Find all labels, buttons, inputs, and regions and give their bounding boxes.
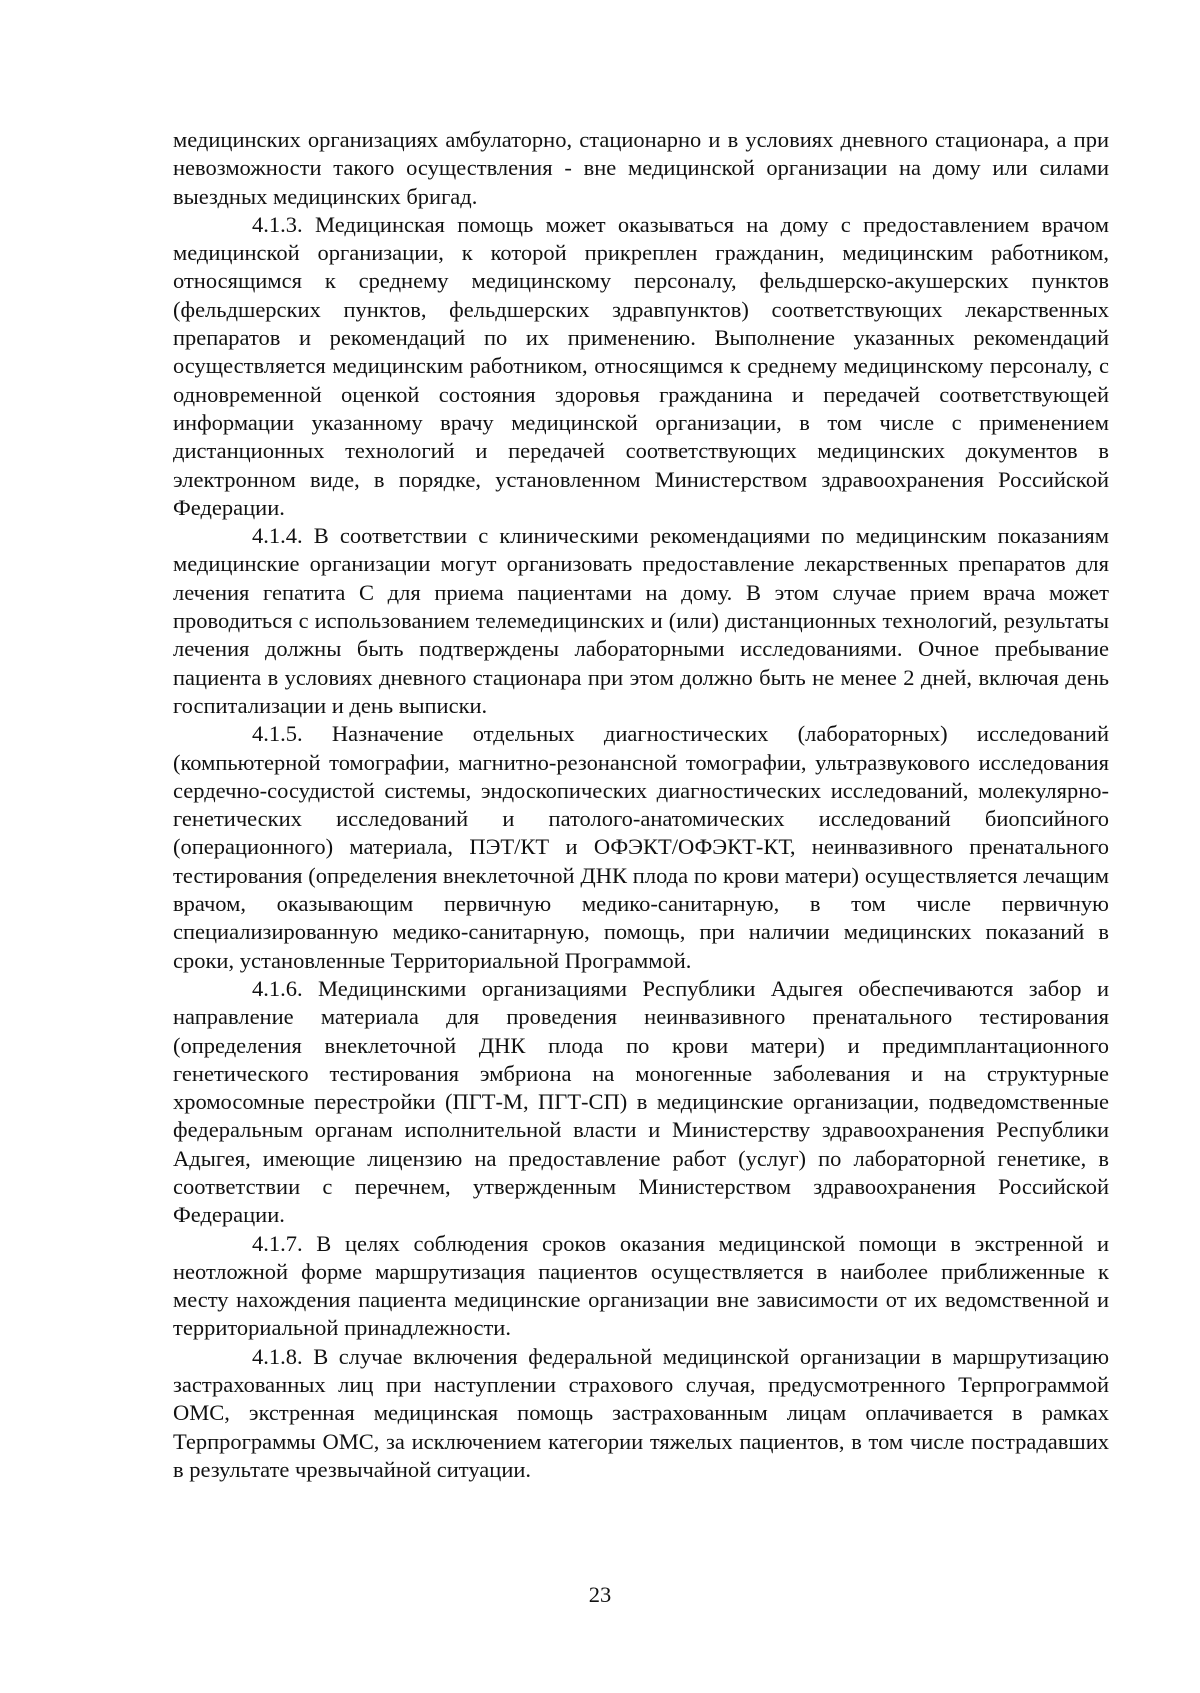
- paragraph-4-1-7: 4.1.7. В целях соблюдения сроков оказания медицинской помощи в экстренной и неотложной форме маршрутизация пациентов осуществляется в наиболее приближенные к месту нахождения пациента медицинские организации вне зависимости от их ведомственной и территориальной принадлежности.: [173, 1230, 1109, 1341]
- paragraph-4-1-3: 4.1.3. Медицинская помощь может оказываться на дому с предоставлением врачом медицинской организации, к которой прикреплен гражданин, медицинским работником, относящимся к среднему медицинскому персоналу, фельдшерско-акушерских пунктов (фельдшерских пунктов, фельдшерских здравпунктов) соответствующих лекарственных препаратов и рекомендаций по их применению. Выполнение указанных рекомендаций осуществляется медицинским работником, относящимся к среднему медицинскому персоналу, с одновременной оценкой состояния здоровья гражданина и передачей соответствующей информации указанному врачу медицинской организации, в том числе с применением дистанционных технологий и передачей соответствующих медицинских документов в электронном виде, в порядке, установленном Министерством здравоохранения Российской Федерации.: [173, 211, 1109, 520]
- paragraph-4-1-6: 4.1.6. Медицинскими организациями Республики Адыгея обеспечиваются забор и направление материала для проведения неинвазивного пренатального тестирования (определения внеклеточной ДНК плода по крови матери) и предимплантационного генетического тестирования эмбриона на моногенные заболевания и на структурные хромосомные перестройки (ПГТ-М, ПГТ-СП) в медицинские организации, подведомственные федеральным органам исполнительной власти и Министерству здравоохранения Республики Адыгея, имеющие лицензию на предоставление работ (услуг) по лабораторной генетике, в соответствии с перечнем, утвержденным Министерством здравоохранения Российской Федерации.: [173, 975, 1109, 1228]
- paragraph-continuation: медицинских организациях амбулаторно, стационарно и в условиях дневного стационара, а при невозможности такого осуществления - вне медицинской организации на дому или силами выездных медицинских бригад.: [173, 127, 1109, 209]
- document-body: [173, 126, 1109, 1484]
- page-number: 23: [588, 1582, 612, 1607]
- paragraph-4-1-5: 4.1.5. Назначение отдельных диагностических (лабораторных) исследований (компьютерной томографии, магнитно-резонансной томографии, ультразвукового исследования сердечно-сосудистой системы, эндоскопических диагностических исследований, молекулярно-генетических исследований и патолого-анатомических исследований биопсийного (операционного) материала, ПЭТ/КТ и ОФЭКТ/ОФЭКТ-КТ, неинвазивного пренатального тестирования (определения внеклеточной ДНК плода по крови матери) осуществляется лечащим врачом, оказывающим первичную медико-санитарную, в том числе первичную специализированную медико-санитарную, помощь, при наличии медицинских показаний в сроки, установленные Территориальной Программой.: [173, 721, 1109, 973]
- paragraph-4-1-4: 4.1.4. В соответствии с клиническими рекомендациями по медицинским показаниям медицинские организации могут организовать предоставление лекарственных препаратов для лечения гепатита С для приема пациентами на дому. В этом случае прием врача может проводиться с использованием телемедицинских и (или) дистанционных технологий, результаты лечения должны быть подтверждены лабораторными исследованиями. Очное пребывание пациента в условиях дневного стационара при этом должно быть не менее 2 дней, включая день госпитализации и день выписки.: [173, 523, 1109, 718]
- paragraph-4-1-8: 4.1.8. В случае включения федеральной медицинской организации в маршрутизацию застрахованных лиц при наступлении страхового случая, предусмотренного Терпрограммой ОМС, экстренная медицинская помощь застрахованным лицам оплачивается в рамках Терпрограммы ОМС, за исключением категории тяжелых пациентов, в том числе пострадавших в результате чрезвычайной ситуации.: [173, 1343, 1109, 1482]
